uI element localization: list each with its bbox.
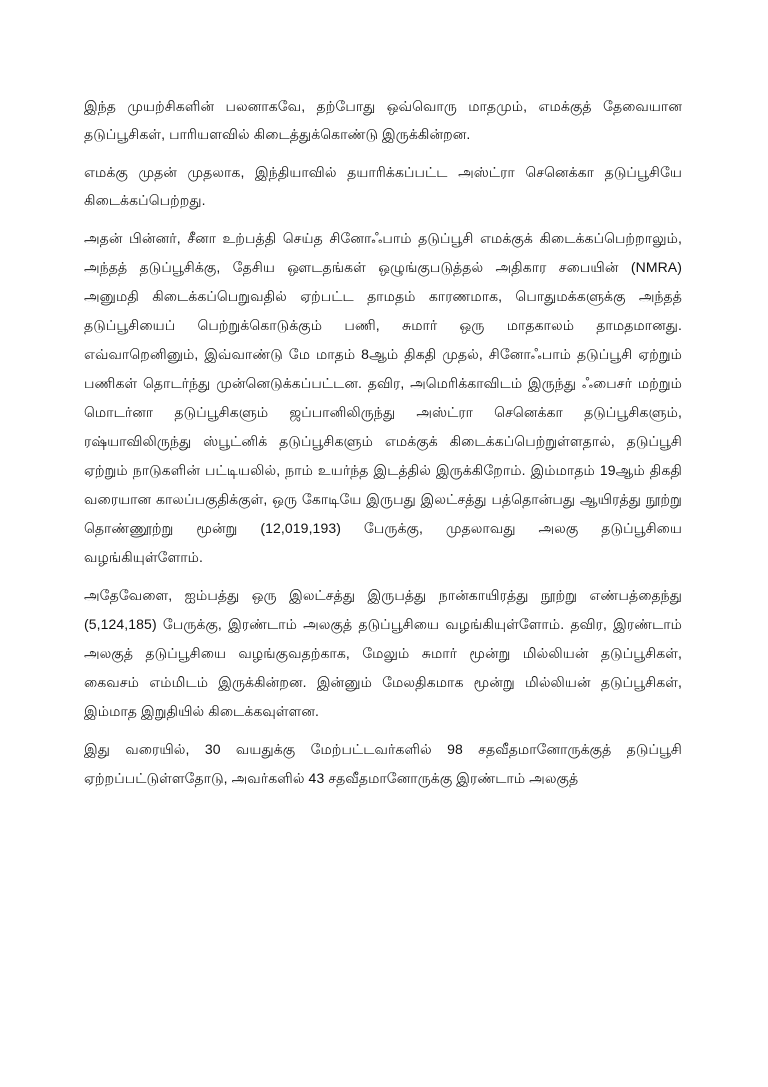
paragraph: அதன் பின்னர், சீனா உற்பத்தி செய்த சினோஃபாம் தடுப்பூசி எமக்குக் கிடைக்கப்பெற்றாலும், அந்தத் தடுப்பூசிக்கு, தேசிய ஔடதங்கள் ஒழுங்குபடுத்தல் அதிகார சபையின் (NMRA) அனுமதி கிடைக்கப்பெறுவதில் ஏற்பட்ட தாமதம் காரணமாக, பொதுமக்களுக்கு அந்தத் தடுப்பூசியைப் பெற்றுக்கொடுக்கும் பணி, சுமார் ஒரு மாதகாலம் தாமதமானது. எவ்வாறெனினும், இவ்வாண்டு மே மாதம் 8ஆம் திகதி முதல், சினோஃபாம் தடுப்பூசி ஏற்றும் பணிகள் தொடர்ந்து முன்னெடுக்கப்பட்டன. தவிர, அமெரிக்காவிடம் இருந்து ஃபைசர் மற்றும் மொடர்னா தடுப்பூசிகளும் ஜப்பானிலிருந்து அஸ்ட்ரா செனெக்கா தடுப்பூசிகளும், ரஷ்யாவிலிருந்து ஸ்பூட்னிக் தடுப்பூசிகளும் எமக்குக் கிடைக்கப்பெற்றுள்ளதால், தடுப்பூசி ஏற்றும் நாடுகளின் பட்டியலில், நாம் உயர்ந்த இடத்தில் இருக்கிறோம். இம்மாதம் 19ஆம் திகதி வரையான காலப்பகுதிக்குள், ஒரு கோடியே இருபது இலட்சத்து பத்தொன்பது ஆயிரத்து நூற்று தொண்ணூற்று மூன்று (12,019,193) பேருக்கு, முதலாவது அலகு தடுப்பூசியை வழங்கியுள்ளோம்.	[84, 230, 682, 565]
document-body	[84, 92, 682, 802]
paragraph: அதேவேளை, ஐம்பத்து ஒரு இலட்சத்து இருபத்து நான்காயிரத்து நூற்று எண்பத்தைந்து (5,124,185) பேருக்கு, இரண்டாம் அலகுத் தடுப்பூசியை வழங்கியுள்ளோம். தவிர, இரண்டாம் அலகுத் தடுப்பூசியை வழங்குவதற்காக, மேலும் சுமார் மூன்று மில்லியன் தடுப்பூசிகள், கைவசம் எம்மிடம் இருக்கின்றன. இன்னும் மேலதிகமாக மூன்று மில்லியன் தடுப்பூசிகள், இம்மாத இறுதியில் கிடைக்கவுள்ளன.	[84, 587, 682, 719]
paragraph: இது வரையில், 30 வயதுக்கு மேற்பட்டவர்களில் 98 சதவீதமானோருக்குத் தடுப்பூசி ஏற்றப்பட்டுள்ளதோடு, அவர்களில் 43 சதவீதமானோருக்கு இரண்டாம் அலகுத்	[84, 741, 682, 786]
paragraph: இந்த முயற்சிகளின் பலனாகவே, தற்போது ஒவ்வொரு மாதமும், எமக்குத் தேவையான தடுப்பூசிகள், பாரியளவில் கிடைத்துக்கொண்டு இருக்கின்றன.	[84, 98, 682, 142]
paragraph: எமக்கு முதன் முதலாக, இந்தியாவில் தயாரிக்கப்பட்ட அஸ்ட்ரா செனெக்கா தடுப்பூசியே கிடைக்கப்பெற்றது.	[84, 164, 682, 208]
